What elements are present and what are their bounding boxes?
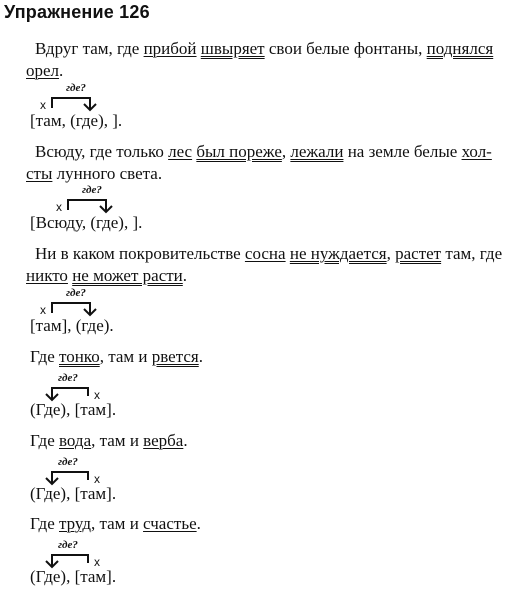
- sentence-text: .: [183, 431, 188, 450]
- schema-2: [Всюду, (где), ].: [30, 213, 143, 232]
- sentence-text: Где: [30, 514, 59, 533]
- exercise-title: Упражнение 126: [4, 2, 150, 22]
- main-clause-marker: x: [40, 98, 46, 112]
- predicate-underline: швыряет: [200, 39, 265, 58]
- dependency-arrow-icon: [66, 198, 114, 214]
- sentence-text: Вдруг там, где: [35, 39, 144, 58]
- question-label: где?: [66, 287, 86, 299]
- sentence-text: , там и: [99, 347, 152, 366]
- subject-underline: лес: [168, 142, 193, 161]
- predicate-underline: лежали: [290, 142, 344, 161]
- subject-underline: орел: [26, 61, 60, 80]
- schema-3: [там], (где).: [30, 316, 114, 335]
- sentence-1: [26, 38, 516, 82]
- question-label: где?: [58, 372, 78, 384]
- main-clause-marker: x: [94, 555, 100, 569]
- sentence-text: .: [182, 266, 188, 285]
- question-label: где?: [66, 82, 86, 94]
- predicate-underline: не нуждается: [289, 244, 387, 263]
- subject-underline: прибой: [143, 39, 197, 58]
- subject-underline: никто: [26, 266, 68, 285]
- sentence-text: , там и: [91, 514, 144, 533]
- question-label: где?: [58, 539, 78, 551]
- sentence-text: Где: [30, 431, 59, 450]
- sentence-text: свои белые фонтаны,: [264, 39, 427, 58]
- predicate-underline: поднялся: [426, 39, 494, 58]
- question-label: где?: [58, 456, 78, 468]
- sentence-text: лунного света.: [52, 164, 163, 183]
- subject-underline: труд: [59, 514, 91, 533]
- predicate-underline: не может расти: [72, 266, 183, 285]
- sentence-6: [30, 513, 520, 535]
- predicate-underline: растет: [395, 244, 442, 263]
- sentence-text: .: [59, 61, 64, 80]
- schema-1: [там, (где), ].: [30, 111, 123, 130]
- subject-underline: вода: [59, 431, 92, 450]
- sentence-text: .: [196, 514, 201, 533]
- question-label: где?: [82, 184, 102, 196]
- sentence-text: , там и: [91, 431, 144, 450]
- sentence-text: на земле белые: [343, 142, 462, 161]
- main-clause-marker: x: [94, 388, 100, 402]
- sentence-text: .: [198, 347, 203, 366]
- subject-underline: счастье: [143, 514, 197, 533]
- sentence-text: Ни в каком покровительстве: [35, 244, 245, 263]
- sentence-text: Где: [30, 347, 59, 366]
- schema-6: (Где), [там].: [30, 567, 117, 586]
- dependency-arrow-icon: [50, 301, 98, 317]
- predicate-underline: рвется: [151, 347, 199, 366]
- predicate-underline: был пореже: [196, 142, 282, 161]
- main-clause-marker: x: [40, 303, 46, 317]
- sentence-text: ,: [281, 142, 291, 161]
- sentence-4: [30, 346, 520, 368]
- sentence-text: ,: [386, 244, 396, 263]
- sentence-5: [30, 430, 520, 452]
- sentence-text: там, где: [441, 244, 503, 263]
- subject-underline: сты: [26, 164, 53, 183]
- sentence-3: [26, 243, 516, 287]
- predicate-underline: тонко: [59, 347, 100, 366]
- dependency-arrow-icon: [50, 96, 98, 112]
- main-clause-marker: x: [56, 200, 62, 214]
- schema-5: (Где), [там].: [30, 484, 117, 503]
- subject-underline: верба: [143, 431, 184, 450]
- main-clause-marker: x: [94, 472, 100, 486]
- sentence-text: Всюду, где только: [35, 142, 169, 161]
- subject-underline: хол-: [461, 142, 492, 161]
- sentence-2: [26, 141, 516, 185]
- subject-underline: сосна: [244, 244, 286, 263]
- schema-4: (Где), [там].: [30, 400, 117, 419]
